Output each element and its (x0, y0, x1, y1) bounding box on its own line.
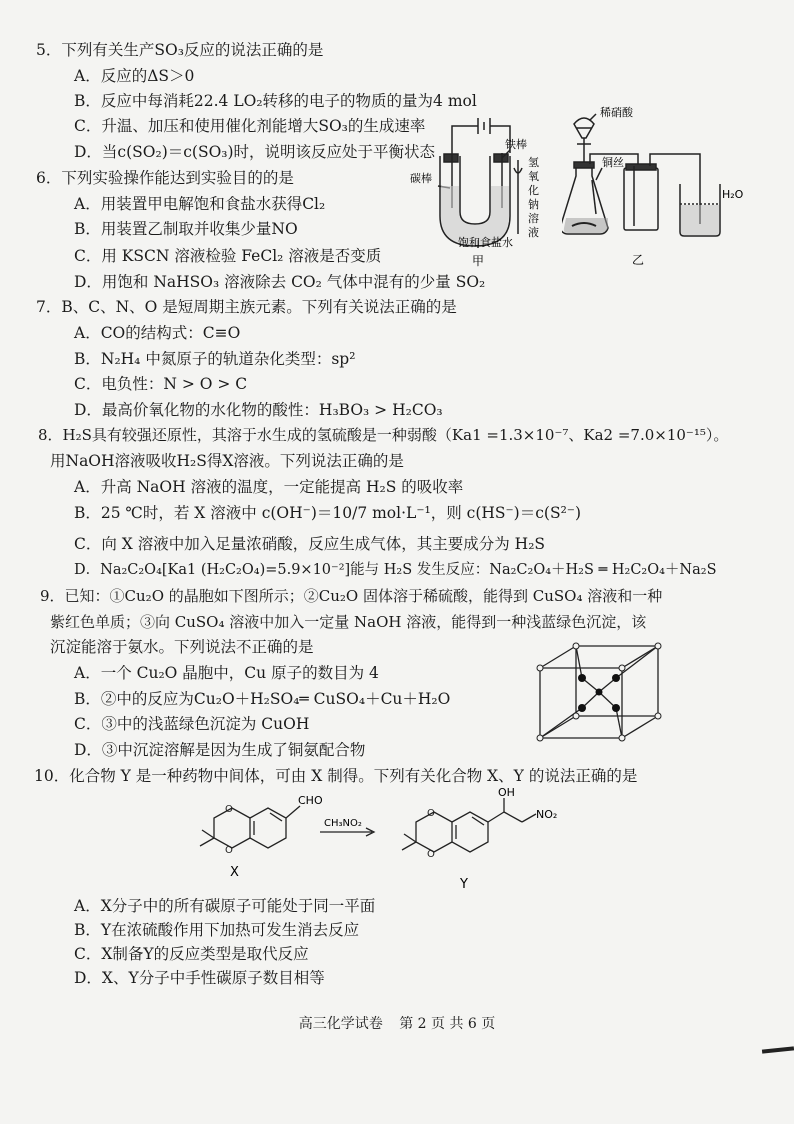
label-brine: 饱和食盐水 (458, 236, 513, 249)
label-oh: OH (498, 788, 515, 799)
scan-edge-mark (762, 1046, 794, 1053)
no-preparation-apparatus-yi (562, 106, 762, 268)
q8-option-b: B．25 ℃时，若 X 溶液中 c(OH⁻)＝10/7 mol·L⁻¹，则 c(HS⁻)＝c(S²⁻) (74, 504, 582, 522)
label-naoh-char-3: 化 (528, 184, 539, 197)
label-compound-x: X (230, 865, 239, 880)
label-compound-y: Y (460, 877, 468, 892)
label-reagent: CH₃NO₂ (324, 818, 362, 829)
label-naoh-char-5: 溶 (528, 212, 539, 225)
page-footer (0, 1013, 794, 1033)
electrolysis-apparatus-jia (410, 108, 550, 268)
label-iron-rod: 铁棒 (505, 138, 527, 151)
q7-option-d: D．最高价氧化物的水化物的酸性：H₃BO₃ > H₂CO₃ (74, 401, 443, 419)
q10-option-d: D．X、Y分子中手性碳原子数目相等 (74, 969, 325, 987)
q5-option-a: A．反应的ΔS＞0 (74, 67, 195, 85)
q6-option-b: B．用装置乙制取并收集少量NO (74, 220, 298, 238)
label-dilute-nitric-acid: 稀硝酸 (600, 106, 633, 119)
q9-option-c: C．③中的浅蓝绿色沉淀为 CuOH (74, 715, 310, 733)
svg-text:O: O (225, 845, 233, 856)
q5-option-b: B．反应中每消耗22.4 LO₂转移的电子的物质的量为4 mol (74, 92, 477, 110)
footer-exam-title: 高三化学试卷 (298, 1016, 383, 1032)
label-naoh-char-2: 氧 (528, 170, 539, 183)
q8-stem-line2: 用NaOH溶液吸收H₂S得X溶液。下列说法正确的是 (50, 452, 404, 470)
label-apparatus-yi: 乙 (632, 253, 645, 267)
footer-page-number: 第 2 页 共 6 页 (399, 1016, 496, 1032)
label-naoh-char-6: 液 (528, 226, 539, 239)
q7-stem: 7．B、C、N、O 是短周期主族元素。下列有关说法正确的是 (36, 298, 457, 316)
q10-option-b: B．Y在浓硫酸作用下加热可发生消去反应 (74, 921, 360, 939)
svg-text:O: O (427, 808, 435, 819)
label-copper-wire: 铜丝 (602, 156, 624, 169)
q10-option-c: C．X制备Y的反应类型是取代反应 (74, 945, 309, 963)
q6-option-c: C．用 KSCN 溶液检验 FeCl₂ 溶液是否变质 (74, 247, 382, 265)
reaction-x-to-y (170, 788, 590, 894)
q10-option-a: A．X分子中的所有碳原子可能处于同一平面 (74, 897, 376, 915)
q5-stem: 5．下列有关生产SO₃反应的说法正确的是 (36, 41, 324, 59)
q7-option-b: B．N₂H₄ 中氮原子的轨道杂化类型：sp² (74, 350, 356, 368)
q6-option-d: D．用饱和 NaHSO₃ 溶液除去 CO₂ 气体中混有的少量 SO₂ (74, 273, 486, 291)
label-carbon-rod: 碳棒 (410, 172, 432, 185)
q9-option-d: D．③中沉淀溶解是因为生成了铜氨配合物 (74, 741, 366, 759)
q10-stem: 10．化合物 Y 是一种药物中间体，可由 X 制得。下列有关化合物 X、Y 的说法正确的是 (34, 767, 638, 785)
label-no2: NO₂ (536, 808, 558, 821)
q6-option-a: A．用装置甲电解饱和食盐水获得Cl₂ (74, 195, 326, 213)
q9-option-b: B．②中的反应为Cu₂O＋H₂SO₄═ CuSO₄＋Cu＋H₂O (74, 690, 451, 708)
q7-option-c: C．电负性：N > O > C (74, 375, 248, 393)
q8-stem-line1: 8．H₂S具有较强还原性，其溶于水生成的氢硫酸是一种弱酸（Ka1 =1.3×10⁻⁷、Ka2 =7.0×10⁻¹⁵）。 (38, 426, 729, 444)
q9-option-a: A．一个 Cu₂O 晶胞中，Cu 原子的数目为 4 (74, 664, 379, 682)
q8-option-d: D．Na₂C₂O₄[Ka1 (H₂C₂O₄)=5.9×10⁻²]能与 H₂S 发生反应：Na₂C₂O₄＋H₂S ═ H₂C₂O₄＋Na₂S (74, 562, 717, 578)
svg-text:O: O (225, 804, 233, 815)
q5-option-d: D．当c(SO₂)＝c(SO₃)时，说明该反应处于平衡状态 (74, 143, 436, 161)
svg-text:O: O (427, 849, 435, 860)
label-cho: CHO (298, 794, 323, 807)
cu2o-unit-cell (530, 642, 672, 742)
label-naoh-char-4: 钠 (528, 198, 539, 211)
label-water: H₂O (722, 188, 744, 201)
q8-option-c: C．向 X 溶液中加入足量浓硝酸，反应生成气体，其主要成分为 H₂S (74, 535, 546, 553)
q6-stem: 6．下列实验操作能达到实验目的的是 (36, 169, 294, 187)
q9-stem-line3: 沉淀能溶于氨水。下列说法不正确的是 (50, 638, 314, 656)
q9-stem-line2: 紫红色单质；③向 CuSO₄ 溶液中加入一定量 NaOH 溶液，能得到一种浅蓝绿色沉淀，该 (50, 613, 647, 631)
label-naoh-char-1: 氢 (528, 156, 539, 169)
q9-stem-line1: 9．已知：①Cu₂O 的晶胞如下图所示；②Cu₂O 固体溶于稀硫酸，能得到 CuSO₄ 溶液和一种 (40, 587, 663, 605)
q5-option-c: C．升温、加压和使用催化剂能增大SO₃的生成速率 (74, 117, 426, 135)
label-apparatus-jia: 甲 (472, 254, 485, 268)
q7-option-a: A．CO的结构式：C≡O (74, 324, 241, 342)
q8-option-a: A．升高 NaOH 溶液的温度，一定能提高 H₂S 的吸收率 (74, 478, 464, 496)
